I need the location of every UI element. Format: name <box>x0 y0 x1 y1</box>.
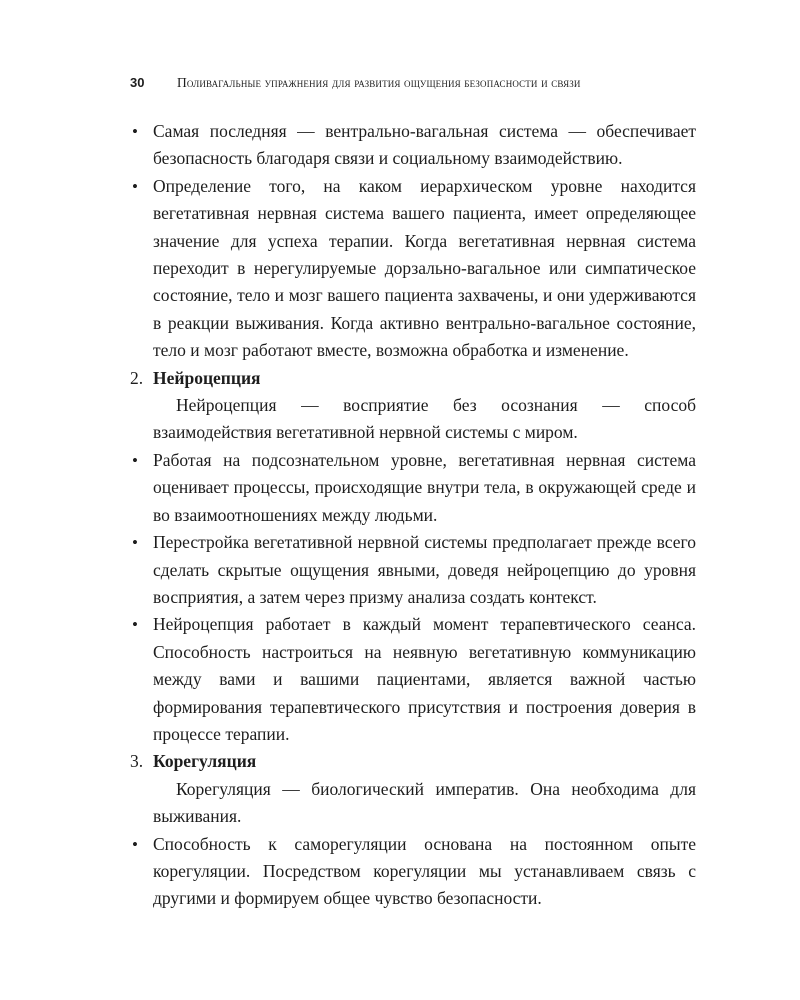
section-heading-neuroception <box>130 365 696 392</box>
bullet-item <box>130 529 696 611</box>
section-heading-coregulation <box>130 748 696 775</box>
section-intro: Корегуляция — биологический императив. Она необходима для выживания. <box>153 778 696 827</box>
page-body <box>130 118 696 913</box>
bullet-text: Способность к саморегуляции основана на постоянном опыте корегуляции. Посредством корегуляции мы устанавливаем связь с другими и формируем общее чувство безопасности. <box>153 833 696 909</box>
bullet-icon: • <box>132 176 138 196</box>
bullet-icon: • <box>132 122 138 141</box>
bullet-text: Перестройка вегетативной нервной системы предполагает прежде всего сделать скрытые ощущения явными, доведя нейроцепцию до уровня восприятия, а затем через призму анализа создать контекст. <box>153 532 696 607</box>
bullet-item <box>130 611 696 748</box>
running-title: Поливагальные упражнения для развития ощущения безопасности и связи <box>177 75 581 90</box>
bullet-item <box>130 447 696 529</box>
page-number: 30 <box>130 75 145 90</box>
bullet-text: Работая на подсознательном уровне, вегетативная нервная система оценивает процессы, происходящие внутри тела, в окружающей среде и во взаимоотношениях между людьми. <box>153 449 696 525</box>
bullet-item <box>130 173 696 365</box>
bullet-icon: • <box>132 450 138 470</box>
section-title: Нейроцепция <box>153 367 261 388</box>
section-number: 2. <box>130 367 144 388</box>
bullet-icon: • <box>132 615 138 635</box>
bullet-text: Нейроцепция работает в каждый момент терапевтического сеанса. Способность настроиться на неявную вегетативную коммуникацию между вами и вашими пациентами, является важной частью формирования терапевтического присутствия и построения доверия в процессе терапии. <box>153 614 696 744</box>
bullet-item <box>130 118 696 173</box>
section-intro: Нейроцепция — восприятие без осознания — способ взаимодействия вегетативной нервной системы с миром. <box>153 395 696 443</box>
running-header <box>130 72 696 94</box>
bullet-text: Определение того, на каком иерархическом уровне находится вегетативная нервная система вашего пациента, имеет определяющее значение для успеха терапии. Когда вегетативная нервная система переходит в нерегулируемые дорзально-вагальное или симпатическое состояние, тело и мозг вашего пациента захвачены, и они удерживаются в реакции выживания. Когда активно вентрально-вагальное состояние, тело и мозг работают вместе, возможна обработка и изменение. <box>153 175 696 361</box>
bullet-icon: • <box>132 834 138 854</box>
bullet-icon: • <box>132 533 138 553</box>
section-title: Корегуляция <box>153 751 257 772</box>
section-number: 3. <box>130 751 144 772</box>
bullet-text: Самая последняя — вентрально-вагальная система — обеспечивает безопасность благодаря связи и социальному взаимодействию. <box>153 121 696 169</box>
bullet-item <box>130 831 696 913</box>
